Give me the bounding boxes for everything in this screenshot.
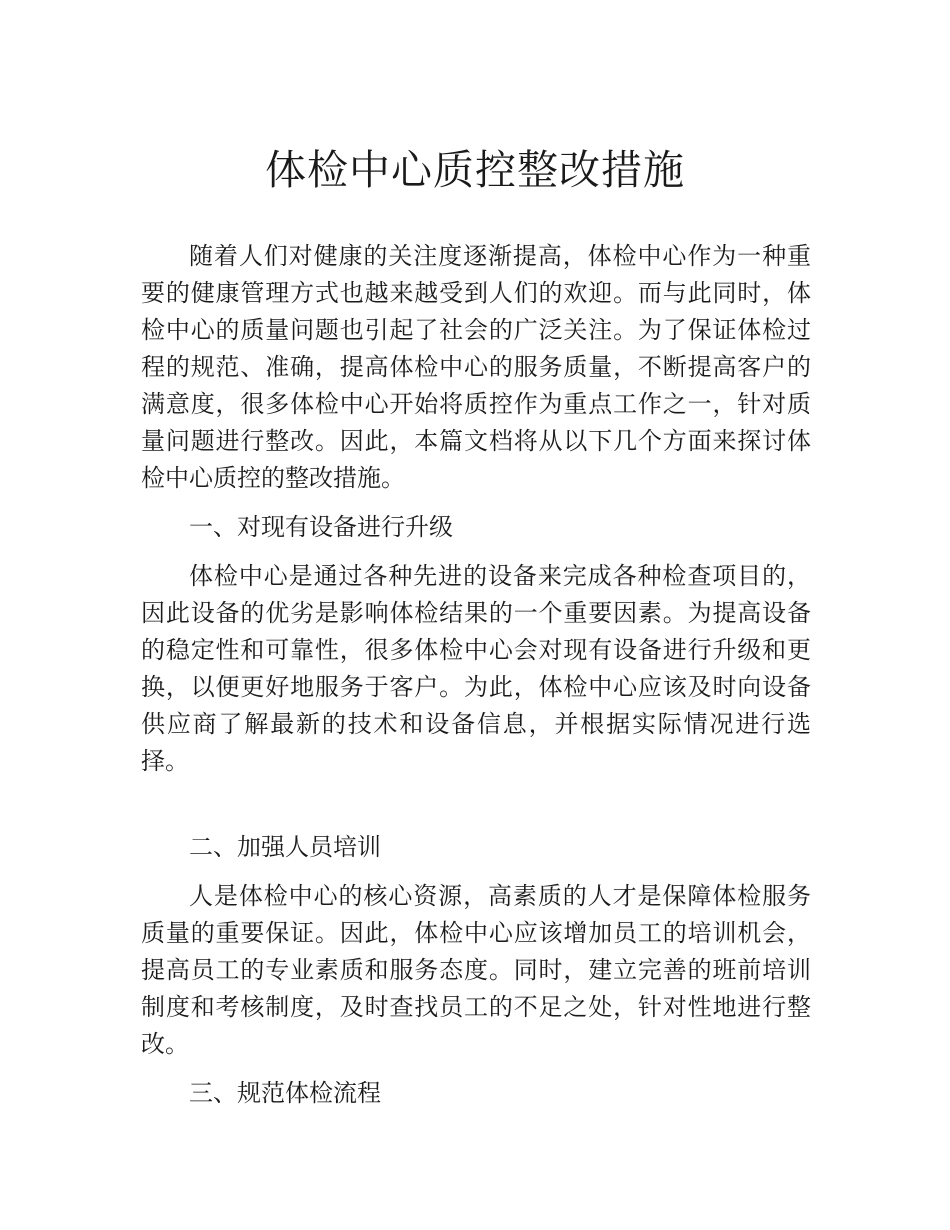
intro-paragraph: 随着人们对健康的关注度逐渐提高，体检中心作为一种重要的健康管理方式也越来越受到人们的欢迎。而与此同时，体检中心的质量问题也引起了社会的广泛关注。为了保证体检过程的规范、准确，提高体检中心的服务质量，不断提高客户的满意度，很多体检中心开始将质控作为重点工作之一，针对质量问题进行整改。因此，本篇文档将从以下几个方面来探讨体检中心质控的整改措施。 bbox=[141, 242, 811, 492]
section-heading-1: 一、对现有设备进行升级 bbox=[189, 513, 453, 541]
section-1-paragraph: 体检中心是通过各种先进的设备来完成各种检查项目的，因此设备的优劣是影响体检结果的一个重要因素。为提高设备的稳定性和可靠性，很多体检中心会对现有设备进行升级和更换，以便更好地服务于客户。为此，体检中心应该及时向设备供应商了解最新的技术和设备信息，并根据实际情况进行选择。 bbox=[141, 562, 811, 775]
section-heading-3: 三、规范体检流程 bbox=[189, 1079, 381, 1107]
document-title: 体检中心质控整改措施 bbox=[265, 146, 685, 194]
section-2-paragraph: 人是体检中心的核心资源，高素质的人才是保障体检服务质量的重要保证。因此，体检中心应该增加员工的培训机会，提高员工的专业素质和服务态度。同时，建立完善的班前培训制度和考核制度，及时查找员工的不足之处，针对性地进行整改。 bbox=[141, 882, 811, 1058]
section-heading-2: 二、加强人员培训 bbox=[189, 833, 381, 861]
document-body bbox=[141, 238, 811, 1112]
